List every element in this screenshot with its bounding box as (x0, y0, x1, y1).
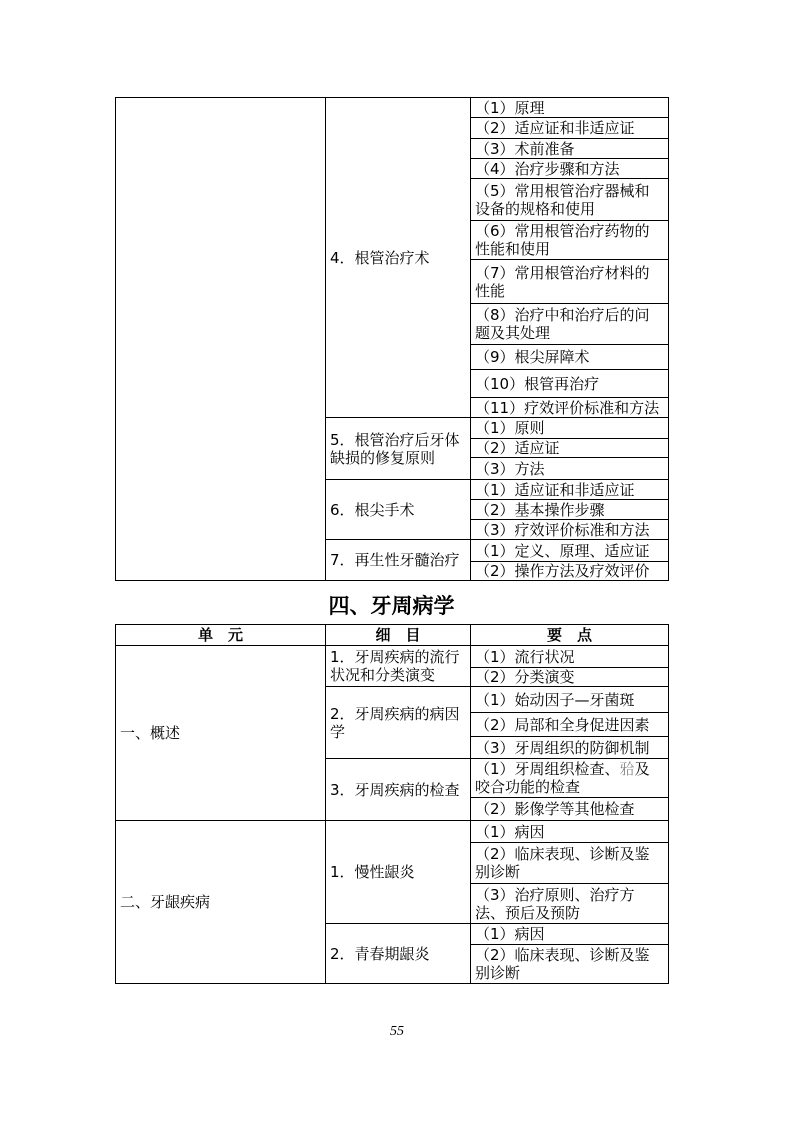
point-cell: （1）原理 (471, 98, 669, 118)
point-cell: （3）方法 (471, 458, 669, 480)
point-cell: （7）常用根管治疗材料的性能 (471, 260, 669, 304)
point-cell (471, 759, 669, 798)
point-cell: （2）影像学等其他检查 (471, 798, 669, 821)
unit-cell: 二、牙龈疾病 (116, 821, 326, 984)
point-cell: （1）始动因子—牙菌斑 (471, 687, 669, 713)
endodontics-continuation-table (115, 97, 669, 581)
item-cell: 3．牙周疾病的检查 (326, 759, 471, 821)
point-text: 及咬合功能的检查 (475, 760, 650, 796)
point-text: （1）牙周组织检查、 (475, 760, 620, 778)
point-cell: （2）临床表现、诊断及鉴别诊断 (471, 843, 669, 884)
periodontology-table (115, 624, 669, 984)
item-cell: 1．牙周疾病的流行状况和分类演变 (326, 646, 471, 687)
point-cell: （2）局部和全身促进因素 (471, 713, 669, 737)
point-cell: （1）病因 (471, 924, 669, 945)
table-row (116, 98, 669, 118)
point-cell: （3）牙周组织的防御机制 (471, 737, 669, 759)
point-cell: （3）疗效评价标准和方法 (471, 520, 669, 540)
item-cell: 7．再生性牙髓治疗 (326, 540, 471, 581)
point-cell: （9）根尖屏障术 (471, 345, 669, 370)
item-cell: 5．根管治疗后牙体缺损的修复原则 (326, 418, 471, 480)
item-cell: 6．根尖手术 (326, 480, 471, 540)
he-occlusion-char: 𬌗 (619, 760, 635, 778)
item-cell: 4．根管治疗术 (326, 98, 471, 418)
point-cell: （8）治疗中和治疗后的问题及其处理 (471, 304, 669, 345)
header-cell-unit: 单 元 (116, 625, 326, 646)
point-cell: （6）常用根管治疗药物的性能和使用 (471, 221, 669, 260)
table-row (116, 646, 669, 668)
point-cell: （2）临床表现、诊断及鉴别诊断 (471, 945, 669, 984)
page-number: 55 (390, 1024, 404, 1039)
point-cell: （11）疗效评价标准和方法 (471, 398, 669, 418)
header-cell-points: 要 点 (471, 625, 669, 646)
header-row (116, 625, 669, 646)
point-cell: （2）基本操作步骤 (471, 500, 669, 520)
item-cell: 1．慢性龈炎 (326, 821, 471, 924)
point-cell: （5）常用根管治疗器械和设备的规格和使用 (471, 179, 669, 221)
table-row (116, 821, 669, 843)
point-cell: （2）适应证和非适应证 (471, 118, 669, 139)
point-cell: （2）分类演变 (471, 668, 669, 687)
unit-cell: 一、概述 (116, 646, 326, 821)
item-cell: 2．牙周疾病的病因学 (326, 687, 471, 759)
point-cell: （1）病因 (471, 821, 669, 843)
point-cell: （3）术前准备 (471, 139, 669, 159)
point-cell: （2）适应证 (471, 439, 669, 458)
point-cell: （1）流行状况 (471, 646, 669, 668)
point-cell: （10）根管再治疗 (471, 370, 669, 398)
header-cell-item: 细 目 (326, 625, 471, 646)
item-cell: 2．青春期龈炎 (326, 924, 471, 984)
point-cell: （1）适应证和非适应证 (471, 480, 669, 500)
point-cell: （1）定义、原理、适应证 (471, 540, 669, 562)
unit-cell-empty (116, 98, 326, 581)
section-title: 四、牙周病学 (328, 594, 455, 618)
point-cell: （1）原则 (471, 418, 669, 439)
point-cell: （4）治疗步骤和方法 (471, 159, 669, 179)
point-cell: （3）治疗原则、治疗方法、预后及预防 (471, 884, 669, 924)
point-cell: （2）操作方法及疗效评价 (471, 562, 669, 581)
